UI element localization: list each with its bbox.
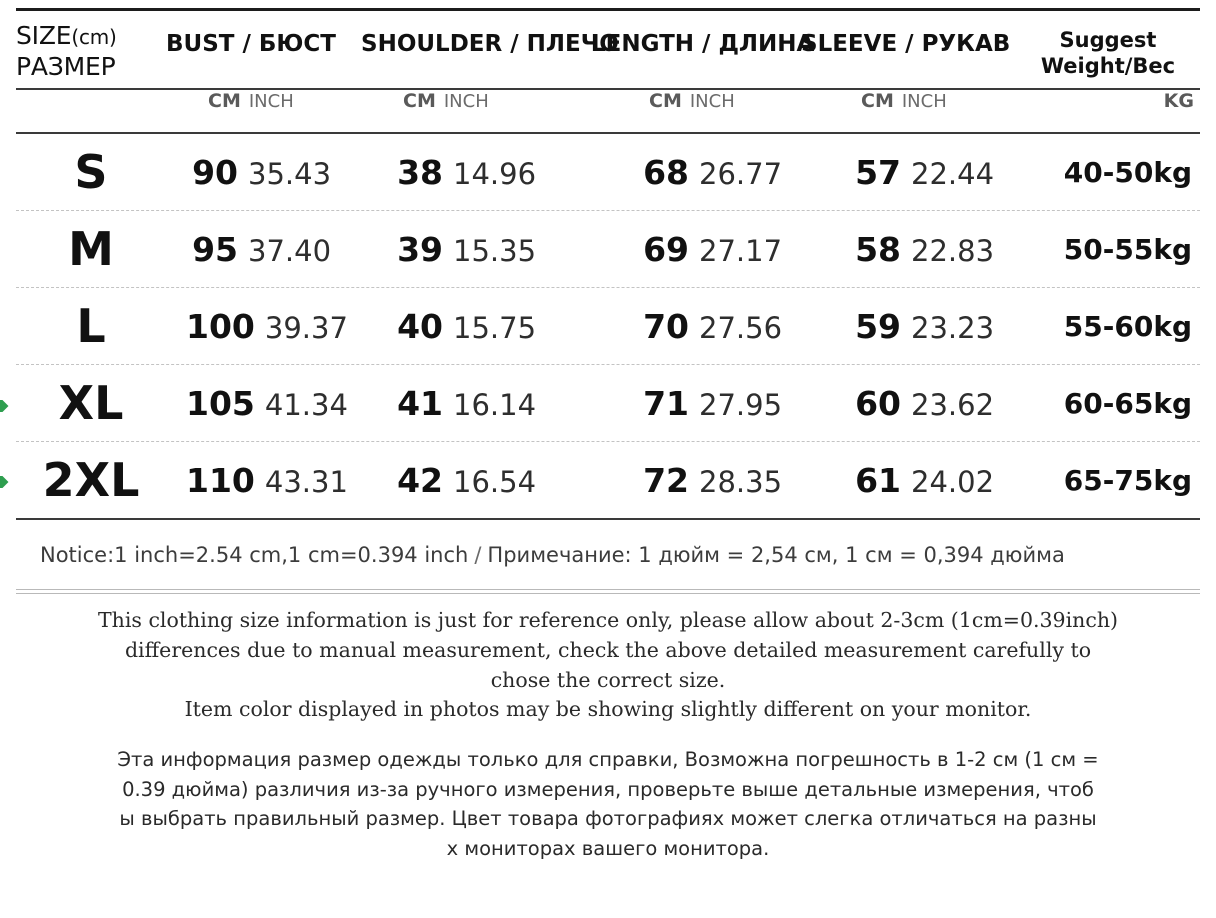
row-length-inch: 27.17 — [699, 233, 783, 268]
notice-ru: Примечание: 1 дюйм = 2,54 см, 1 см = 0,394 дюйма — [487, 543, 1065, 567]
row-weight: 55-60kg — [1063, 309, 1192, 343]
disclaimer-ru-line1: Эта информация размер одежды только для справки, Возможна погрешность в 1-2 см (1 см = — [117, 748, 1099, 772]
row-bust-cm: 110 — [186, 460, 255, 500]
row-length-cm: 68 — [643, 152, 689, 192]
row-length-inch: 27.95 — [699, 387, 783, 422]
row-weight: 50-55kg — [1063, 232, 1192, 266]
table-row — [16, 365, 1200, 441]
table-row — [16, 134, 1200, 210]
disclaimer-russian — [16, 731, 1200, 864]
row-shoulder-inch: 16.54 — [453, 464, 537, 499]
header-label-shoulder: SHOULDER / ПЛЕЧО — [361, 31, 619, 57]
notice-en: Notice:1 inch=2.54 cm,1 cm=0.394 inch — [40, 543, 469, 567]
units-sleeve-inch: INCH — [901, 91, 947, 112]
row-sleeve-inch: 22.83 — [911, 233, 995, 268]
row-bust-inch: 37.40 — [248, 233, 332, 268]
units-shoulder-inch: INCH — [443, 91, 489, 112]
units-cell-bust — [166, 90, 361, 112]
row-length-cm: 70 — [643, 306, 689, 346]
row-sleeve-cm: 61 — [855, 460, 901, 500]
row-shoulder-inch: 15.35 — [453, 233, 537, 268]
units-bust-inch: INCH — [248, 91, 294, 112]
row-sleeve-cm: 58 — [855, 229, 901, 269]
row-shoulder-cm: 40 — [397, 306, 443, 346]
row-sleeve-cm: 59 — [855, 306, 901, 346]
row-bust-cm: 90 — [192, 152, 238, 192]
header-weight-line1: Suggest — [1059, 28, 1157, 52]
header-cell-weight — [1016, 21, 1200, 80]
header-label-sleeve: SLEEVE / РУКАВ — [801, 31, 1011, 57]
row-shoulder-inch: 15.75 — [453, 310, 537, 345]
row-sleeve-inch: 22.44 — [911, 156, 995, 191]
row-bust-inch: 43.31 — [264, 464, 348, 499]
size-header-title — [16, 21, 166, 82]
row-sleeve-cm: 57 — [855, 152, 901, 192]
size-header-second-line: РАЗМЕР — [16, 51, 116, 81]
row-size-label: L — [76, 299, 106, 353]
row-size-label: 2XL — [42, 453, 140, 507]
units-cell-length — [591, 90, 801, 112]
disclaimer-ru-line4: х мониторах вашего монитора. — [446, 837, 770, 861]
row-length-inch: 26.77 — [699, 156, 783, 191]
row-length-cm: 69 — [643, 229, 689, 269]
disclaimer-ru-line2: 0.39 дюйма) различия из-за ручного измерения, проверьте выше детальные измерения, чтоб — [122, 777, 1094, 801]
disclaimer-ru-line3: ы выбрать правильный размер. Цвет товара фотографиях может слегка отличаться на разны — [119, 807, 1097, 831]
row-shoulder-inch: 14.96 — [453, 156, 537, 191]
row-weight: 40-50kg — [1063, 155, 1192, 189]
table-header-row — [16, 11, 1200, 88]
row-bust-cm: 95 — [192, 229, 238, 269]
units-length-cm: CM — [649, 90, 682, 112]
header-cell-length — [591, 21, 815, 57]
size-header-main: SIZE — [16, 21, 72, 50]
header-label-bust: BUST / БЮСТ — [166, 31, 336, 57]
conversion-notice — [16, 520, 1200, 589]
row-shoulder-cm: 39 — [397, 229, 443, 269]
header-cell-size — [16, 21, 166, 82]
corner-mark-top — [0, 400, 12, 412]
disclaimer-en-line4: Item color displayed in photos may be showing slightly different on your monitor. — [184, 697, 1032, 722]
row-sleeve-inch: 23.62 — [911, 387, 995, 422]
disclaimer-english — [16, 594, 1200, 731]
row-bust-inch: 39.37 — [264, 310, 348, 345]
row-shoulder-cm: 41 — [397, 383, 443, 423]
header-label-weight — [1016, 21, 1200, 80]
row-sleeve-inch: 23.23 — [911, 310, 995, 345]
row-length-inch: 27.56 — [699, 310, 783, 345]
row-bust-inch: 41.34 — [264, 387, 348, 422]
row-size-label: S — [74, 145, 108, 199]
units-cell-weight — [1016, 90, 1200, 112]
size-header-unit: (cm) — [71, 25, 117, 49]
header-cell-sleeve — [801, 21, 1016, 57]
table-row — [16, 288, 1200, 364]
disclaimer-en-line2: differences due to manual measurement, check the above detailed measurement carefully to — [124, 638, 1092, 663]
row-size-label: M — [68, 222, 114, 276]
size-chart-sheet — [0, 8, 1216, 918]
row-weight: 65-75kg — [1063, 463, 1192, 497]
row-weight: 60-65kg — [1063, 386, 1192, 420]
units-cell-shoulder — [361, 90, 591, 112]
notice-separator: / — [474, 543, 482, 567]
row-sleeve-cm: 60 — [855, 383, 901, 423]
disclaimer-en-line1: This clothing size information is just for reference only, please allow about 2-3cm (1cm=0.39inch) — [97, 608, 1119, 633]
units-length-inch: INCH — [689, 91, 735, 112]
header-cell-bust — [166, 21, 361, 57]
units-weight-kg: KG — [1163, 90, 1194, 112]
row-length-inch: 28.35 — [699, 464, 783, 499]
table-row — [16, 442, 1200, 518]
disclaimer-en-line3: chose the correct size. — [490, 667, 726, 692]
row-shoulder-cm: 38 — [397, 152, 443, 192]
header-cell-shoulder — [361, 21, 619, 57]
row-sleeve-inch: 24.02 — [911, 464, 995, 499]
row-length-cm: 71 — [643, 383, 689, 423]
row-size-label: XL — [58, 376, 124, 430]
corner-mark-bottom — [0, 476, 12, 488]
table-row — [16, 211, 1200, 287]
row-shoulder-cm: 42 — [397, 460, 443, 500]
row-shoulder-inch: 16.14 — [453, 387, 537, 422]
units-row — [16, 90, 1200, 132]
header-weight-line2: Weight/Вес — [1040, 54, 1176, 79]
units-shoulder-cm: CM — [403, 90, 436, 112]
row-length-cm: 72 — [643, 460, 689, 500]
units-bust-cm: CM — [208, 90, 241, 112]
units-sleeve-cm: CM — [861, 90, 894, 112]
row-bust-cm: 105 — [186, 383, 255, 423]
row-bust-cm: 100 — [186, 306, 255, 346]
units-cell-sleeve — [801, 90, 1016, 112]
row-bust-inch: 35.43 — [248, 156, 332, 191]
header-label-length: LENGTH / ДЛИНА — [591, 31, 815, 57]
